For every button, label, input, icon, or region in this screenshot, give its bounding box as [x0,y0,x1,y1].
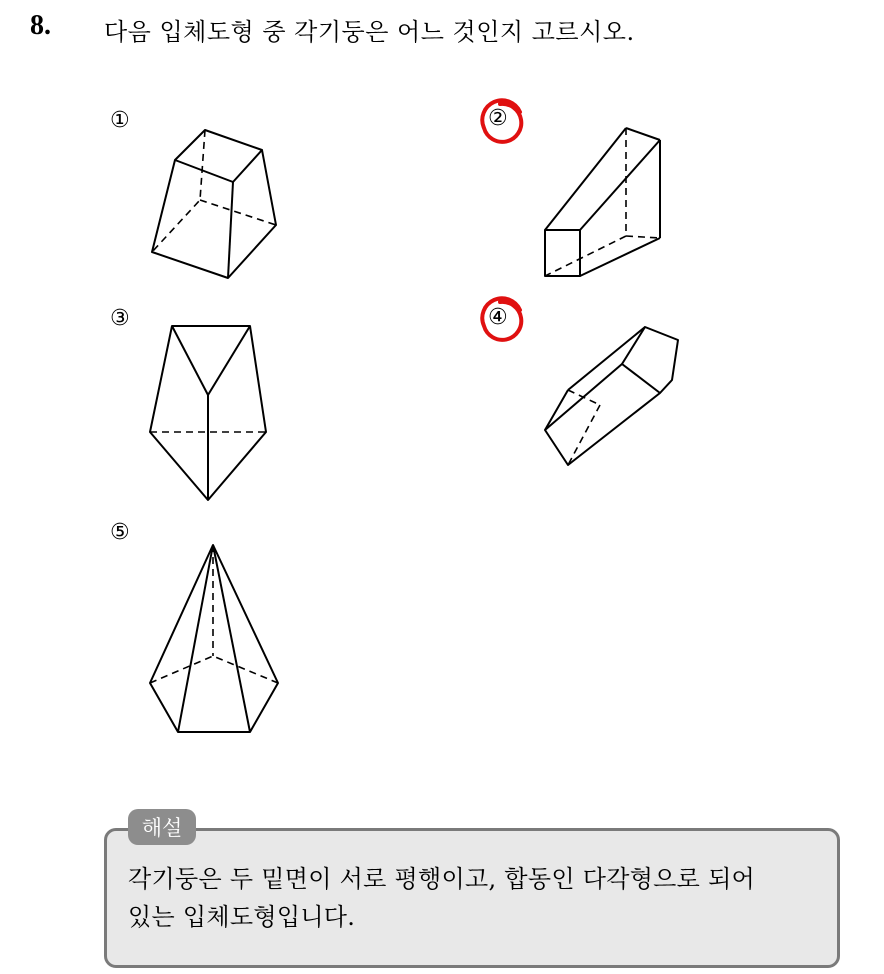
figure-triangular-pyramid [150,326,266,500]
option-3-label[interactable]: ③ [110,306,130,331]
question-text: 다음 입체도형 중 각기둥은 어느 것인지 고르시오. [104,18,635,46]
figure-square-frustum [152,130,276,278]
option-1-label[interactable]: ① [110,108,130,133]
figure-pentagonal-prism [545,327,678,465]
figure-pentagonal-pyramid [150,545,278,732]
explanation-line-2: 있는 입체도형입니다. [128,903,356,931]
figure-trapezoidal-prism [545,128,660,276]
answer-mark-option-4 [482,298,521,340]
answer-mark-option-2 [482,100,521,142]
option-5-label[interactable]: ⑤ [110,520,130,545]
question-number: 8. [30,10,51,41]
explanation-line-1: 각기둥은 두 밑면이 서로 평행이고, 합동인 다각형으로 되어 [128,865,756,893]
explanation-tab: 해설 [128,809,196,845]
explanation-text [128,860,828,936]
option-2-label[interactable]: ② [488,106,508,131]
option-4-label[interactable]: ④ [488,305,508,330]
